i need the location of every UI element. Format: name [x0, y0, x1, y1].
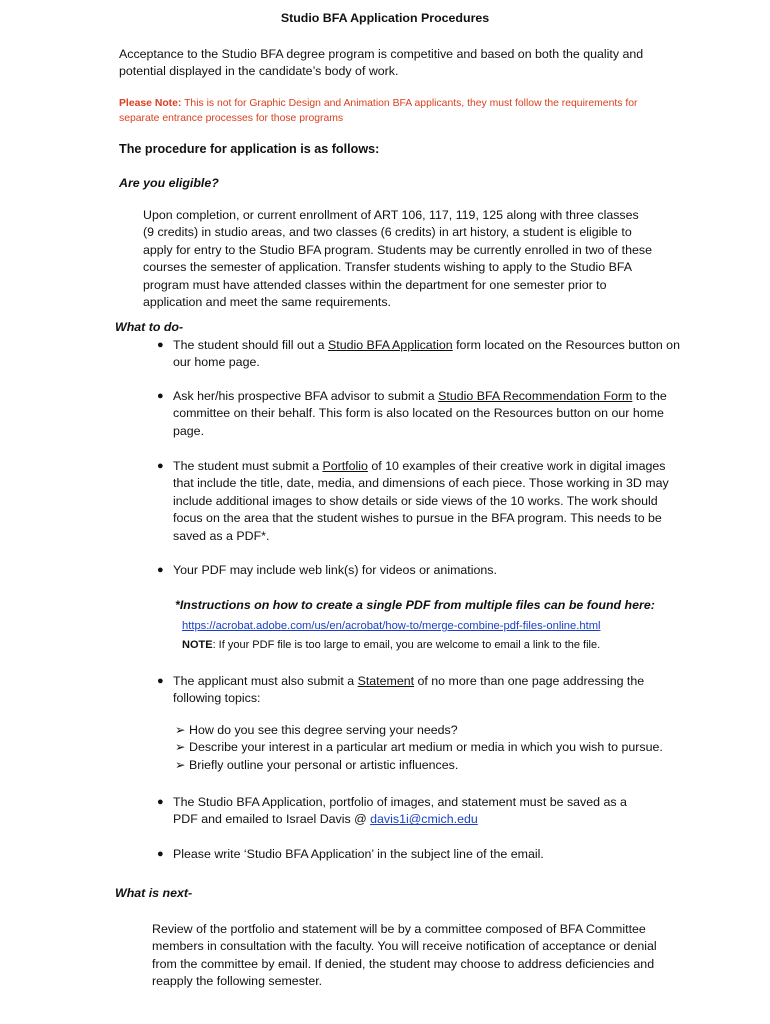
text: The Studio BFA Application, portfolio of images, and statement must be saved as a PDF and emailed to Israel Davis @ [173, 795, 627, 827]
recommendation-form-link[interactable]: Studio BFA Recommendation Form [438, 389, 633, 403]
arrow-right-icon: ➢ [175, 723, 186, 737]
text: of no more than one page addressing the following topics: [173, 674, 645, 706]
topic-item [175, 757, 735, 774]
procedure-heading: The procedure for application is as follows: [119, 142, 380, 156]
review-paragraph: Review of the portfolio and statement will be by a committee composed of BFA Committee members in consultation with the faculty. You will receive notification of acceptance or denial from the committee by email. If denied, the student may choose to address deficiencies and reapply the following semester. [152, 922, 657, 989]
note-text: : If your PDF file is too large to email, you are welcome to email a link to the file. [212, 639, 601, 651]
note-paragraph [119, 96, 659, 126]
list-item-text [173, 458, 685, 545]
email-link[interactable]: davis1i@cmich.edu [370, 812, 478, 827]
topic-text: Briefly outline your personal or artistic influences. [189, 757, 459, 772]
note-label: Please Note: [119, 98, 182, 109]
list-item-text [173, 673, 685, 708]
text: to the committee on their behalf. This form is also located on the Resources button on our home page. [173, 389, 667, 438]
topic-text: Describe your interest in a particular art medium or media in which you wish to pursue. [189, 740, 663, 755]
text: The applicant must also submit a [173, 674, 358, 688]
arrow-right-icon: ➢ [175, 757, 186, 772]
bullet-dot-icon: ● [157, 460, 164, 472]
text: Ask her/his prospective BFA advisor to submit a [173, 389, 439, 403]
bullet-dot-icon: ● [157, 390, 164, 402]
bullet-dot-icon: ● [157, 796, 164, 808]
topic-item [175, 722, 735, 739]
statement-link[interactable]: Statement [357, 674, 415, 688]
statement-topics-list [175, 722, 735, 774]
list-item-text: Your PDF may include web link(s) for videos or animations. [173, 563, 497, 577]
pdf-size-note [182, 637, 600, 654]
eligible-paragraph: Upon completion, or current enrollment of ART 106, 117, 119, 125 along with three classes (9 credits) in studio areas, and two classes (6 credits) in art history, a student is eligible to apply for entry to the Studio BFA program. Students may be currently enrolled in two of these courses the semester of application. Transfer students wishing to apply to the Studio BFA program must have attended classes within the department for one semester prior to application and meet the same requirements. [143, 208, 652, 310]
note-text: This is not for Graphic Design and Animation BFA applicants, they must follow the requirements for separate entrance processes for those programs [119, 98, 638, 124]
topic-text: How do you see this degree serving your needs? [189, 723, 458, 737]
list-item-text [173, 794, 633, 829]
bullet-dot-icon: ● [157, 339, 164, 351]
bullet-dot-icon: ● [157, 564, 164, 576]
instructions-heading: *Instructions on how to create a single PDF from multiple files can be found here: [175, 598, 655, 612]
text: form located on the Resources button on our home page. [173, 338, 680, 370]
note-label: NOTE [182, 639, 213, 651]
list-item-text: Please write ‘Studio BFA Application’ in the subject line of the email. [173, 847, 544, 861]
studio-bfa-application-link[interactable]: Studio BFA Application [327, 338, 453, 352]
page-title: Studio BFA Application Procedures [280, 11, 490, 25]
arrow-right-icon: ➢ [175, 740, 186, 755]
bullet-dot-icon: ● [157, 848, 164, 860]
what-next-heading: What is next- [115, 886, 193, 900]
what-to-do-heading: What to do- [115, 320, 184, 334]
text: of 10 examples of their creative work in digital images that include the title, date, media, and dimensions of each piece. Those working in 3D may include additional images to show details or side views of the 10 works. The work should focus on the area that the student wishes to pursue in the BFA program. This needs to be saved as a PDF*. [173, 459, 669, 543]
bullet-dot-icon: ● [157, 675, 164, 687]
portfolio-link[interactable]: Portfolio [322, 459, 368, 473]
topic-item [175, 739, 735, 756]
text: The student must submit a [173, 459, 323, 473]
eligible-heading: Are you eligible? [119, 176, 219, 190]
intro-paragraph: Acceptance to the Studio BFA degree program is competitive and based on both the quality and potential displayed in the candidate’s body of work. [119, 47, 644, 79]
instructions-url-link[interactable]: https://acrobat.adobe.com/us/en/acrobat/how-to/merge-combine-pdf-files-online.html [182, 620, 601, 632]
list-item-text [173, 388, 685, 440]
list-item-text [173, 337, 685, 372]
text: The student should fill out a [173, 338, 328, 352]
